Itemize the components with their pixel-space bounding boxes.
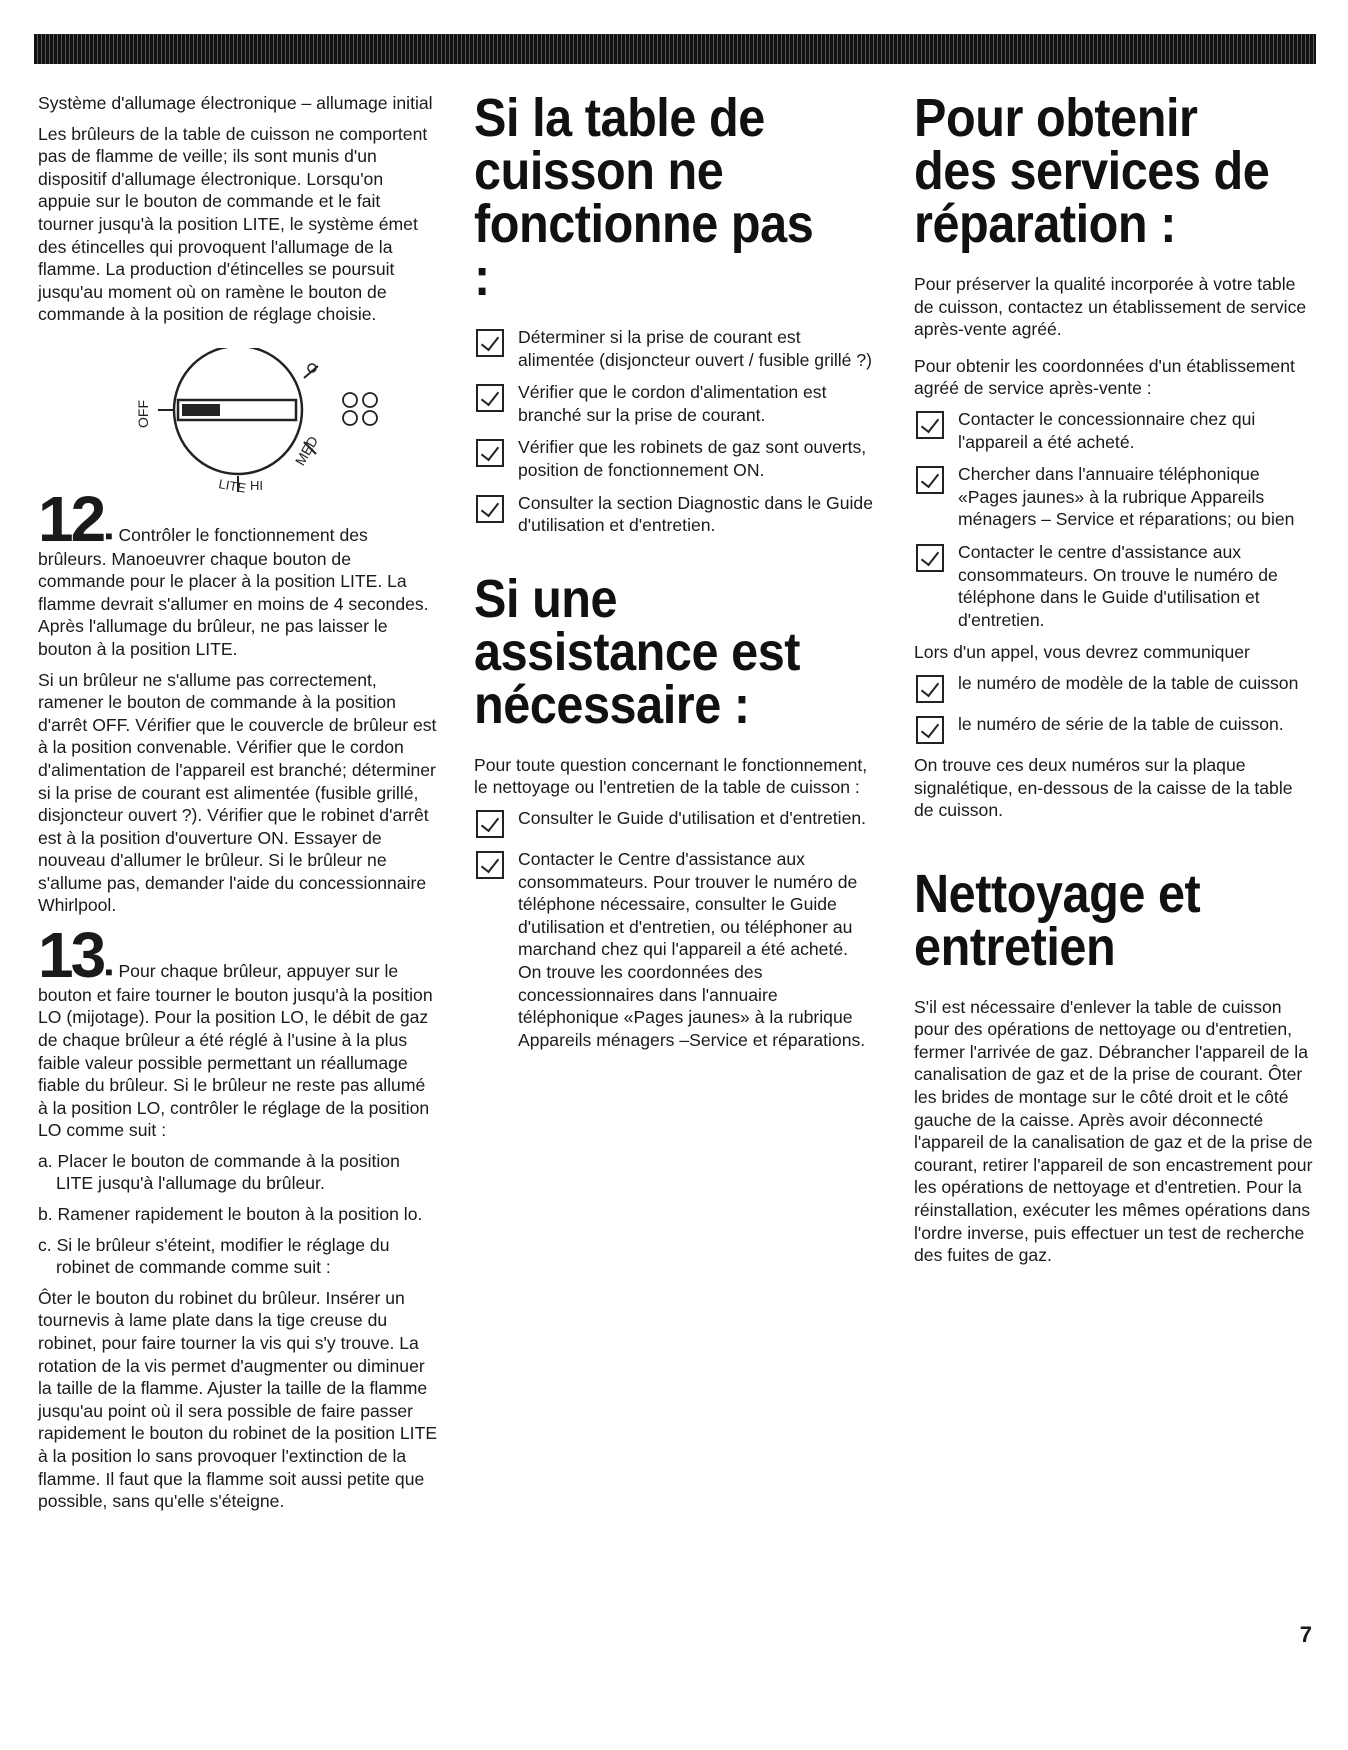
checklist-text: Consulter la section Diagnostic dans le Guide d'utilisation et d'entretien. <box>518 492 874 536</box>
repair-para-2: Pour obtenir les coordonnées d'un établissement agréé de service après-vente : <box>914 355 1295 399</box>
cleaning-text: S'il est nécessaire d'enlever la table de cuisson pour des opérations de nettoyage ou d'entretien, fermer l'arrivée de gaz. Débrancher l'appareil de la canalisation de gaz et de la prise de courant. Ôter les brides de montage sur le côté droit et le côté gauche de la caisse. Après avoir déconnecté l'appareil de la canalisation de gaz et de la prise de courant, retirer l'appareil de son encastrement pour les opérations de nettoyage et d'entretien. Pour la réinstallation, exécuter les mêmes opérations dans l'ordre inverse, puis effectuer un test de recherche des fuites de gaz. <box>914 996 1313 1266</box>
checkbox-icon <box>916 544 944 572</box>
repair-para-4: On trouve ces deux numéros sur la plaque signalétique, en-dessous de la caisse de la table de cuisson. <box>914 754 1293 821</box>
checklist-text: Contacter le Centre d'assistance aux consommateurs. Pour trouver le numéro de téléphone nécessaire, consulter le Guide d'utilisation et d'entretien, ou téléphoner au marchand chez qui l'appareil a été acheté. On trouve les coordonnées des concessionnaires dans l'annuaire téléphonique «Pages jaunes» à la rubrique Appareils ménagers –Service et réparations. <box>518 848 866 1050</box>
checklist-text: Contacter le centre d'assistance aux consommateurs. On trouve le numéro de téléphone dans le Guide d'utilisation et d'entretien. <box>958 541 1278 630</box>
column-right <box>914 88 1314 1275</box>
checklist-item <box>914 408 1314 453</box>
checkbox-icon <box>476 384 504 412</box>
checklist-text: Consulter le Guide d'utilisation et d'entretien. <box>518 807 867 828</box>
checklist-text: Contacter le concessionnaire chez qui l'appareil a été acheté. <box>958 408 1256 452</box>
page-number: 7 <box>1299 1622 1312 1647</box>
checklist-text: Vérifier que le cordon d'alimentation est branché sur la prise de courant. <box>518 382 827 425</box>
checklist-item <box>474 326 874 371</box>
heading-cleaning: Nettoyage et entretien <box>914 863 1201 977</box>
repair-para-1: Pour préserver la qualité incorporée à votre table de cuisson, contactez un établissement de service après-vente agréé. <box>914 274 1307 340</box>
step-12-para2: Si un brûleur ne s'allume pas correctement, ramener le bouton de commande à la position d'arrêt OFF. Vérifier que le couvercle de brûleur est à la position convenable. Vérifier que le cordon d'alimentation de l'appareil est branché; déterminer si la prise de courant est alimentée (fusible grillé, disjoncteur ouvert ?). Vérifier que le robinet d'arrêt est à la position d'ouverture ON. Essayer de nouveau d'allumer le brûleur. Si le brûleur ne s'allume pas, demander l'aide du concessionnaire Whirlpool. <box>38 669 437 916</box>
column-left <box>38 92 438 1521</box>
checkbox-icon <box>916 466 944 494</box>
checklist-item <box>474 436 874 481</box>
heading-repair-services: Pour obtenir des services de réparation : <box>914 88 1270 254</box>
checkbox-icon <box>476 495 504 523</box>
checkbox-icon <box>476 851 504 879</box>
checklist-item <box>914 541 1314 631</box>
ignition-title: Système d'allumage électronique – allumage initial <box>38 93 433 113</box>
step-bullet: ■ <box>105 965 113 980</box>
heading-assistance: Si une assistance est nécessaire : <box>474 568 801 735</box>
step-bullet: ■ <box>105 528 113 543</box>
checklist-text: Chercher dans l'annuaire téléphonique «Pages jaunes» à la rubrique Appareils ménagers – Service et réparations; ou bien <box>958 464 1295 530</box>
checklist-text: Déterminer si la prise de courant est alimentée (disjoncteur ouvert / fusible grillé ?) <box>518 327 872 370</box>
step-12-text: Contrôler le fonctionnement des brûleurs. Manoeuvrer chaque bouton de commande pour le placer à la position LITE. La flamme devrait s'allumer en moins de 4 secondes. Après l'allumage du brûleur, ne pas laisser le bouton à la position LITE. <box>38 524 429 659</box>
diagram-off-label: OFF <box>135 399 151 428</box>
checklist-item <box>474 492 874 537</box>
checkbox-icon <box>476 810 504 838</box>
checkbox-icon <box>916 411 944 439</box>
checklist-item <box>914 713 1314 744</box>
heading-not-working: Si la table de cuisson ne fonctionne pas : <box>474 88 814 307</box>
checklist-item <box>474 807 874 838</box>
checklist-item <box>474 848 874 1051</box>
checkbox-icon <box>476 329 504 357</box>
checkbox-icon <box>916 716 944 744</box>
control-knob-diagram <box>118 348 388 494</box>
diagram-lite-label: LITE <box>217 476 248 494</box>
checklist-text: le numéro de série de la table de cuisson. <box>958 713 1284 734</box>
list-item: c. Si le brûleur s'éteint, modifier le réglage du robinet de commande comme suit : <box>38 1234 390 1278</box>
list-item: a. Placer le bouton de commande à la position LITE jusqu'à l'allumage du brûleur. <box>38 1150 400 1194</box>
list-item: b. Ramener rapidement le bouton à la position lo. <box>38 1204 423 1225</box>
diagram-med-label: MED <box>291 433 322 469</box>
checklist-text: le numéro de modèle de la table de cuisson <box>958 672 1299 693</box>
step-13-text: Pour chaque brûleur, appuyer sur le bouton et faire tourner le bouton jusqu'à la position LO (mijotage). Pour la position LO, le débit de gaz de chaque brûleur a été réglé à l'usine à la plus faible valeur possible permettant un réallumage fiable du brûleur. Si le brûleur ne reste pas allumé à la position LO, contrôler le réglage de la position LO comme suit : <box>38 961 433 1141</box>
checkbox-icon <box>476 439 504 467</box>
checklist-item <box>914 463 1314 531</box>
checkbox-icon <box>916 675 944 703</box>
top-decorative-bar <box>34 34 1316 64</box>
step-13-number: 13 <box>38 919 104 992</box>
step-13 <box>38 919 438 1142</box>
step-12-number: 12 <box>38 482 104 555</box>
column-middle <box>474 88 874 1061</box>
checklist-item <box>474 381 874 426</box>
ignition-text: Les brûleurs de la table de cuisson ne comportent pas de flamme de veille; ils sont munis d'un dispositif d'allumage électronique. Lorsqu'on appuie sur le bouton de commande et le fait tourner jusqu'à la position LITE, le système émet des étincelles qui provoquent l'allumage de la flamme. La production d'étincelles se poursuit jusqu'au moment où on ramène le bouton de commande à la position de réglage choisie. <box>38 123 428 325</box>
repair-para-3: Lors d'un appel, vous devrez communiquer <box>914 642 1250 663</box>
assistance-intro: Pour toute question concernant le fonctionnement, le nettoyage ou l'entretien de la table de cuisson : <box>474 754 868 798</box>
checklist-text: Vérifier que les robinets de gaz sont ouverts, position de fonctionnement ON. <box>518 437 867 480</box>
checklist-item <box>914 672 1314 703</box>
adjust-flame-text: Ôter le bouton du robinet du brûleur. Insérer un tournevis à lame plate dans la tige creuse du robinet, pour faire tourner la vis qui s'y trouve. La rotation de la vis permet d'augmenter ou diminuer la taille de la flamme. Ajuster la taille de la flamme jusqu'au point où il sera possible de faire passer rapidement le bouton du robinet de la position LITE à la position lo sans provoquer l'extinction de la flamme. Il faut que la flamme soit aussi petite que possible, sans qu'elle s'éteigne. <box>38 1287 438 1512</box>
diagram-hi-label: HI <box>250 477 263 493</box>
